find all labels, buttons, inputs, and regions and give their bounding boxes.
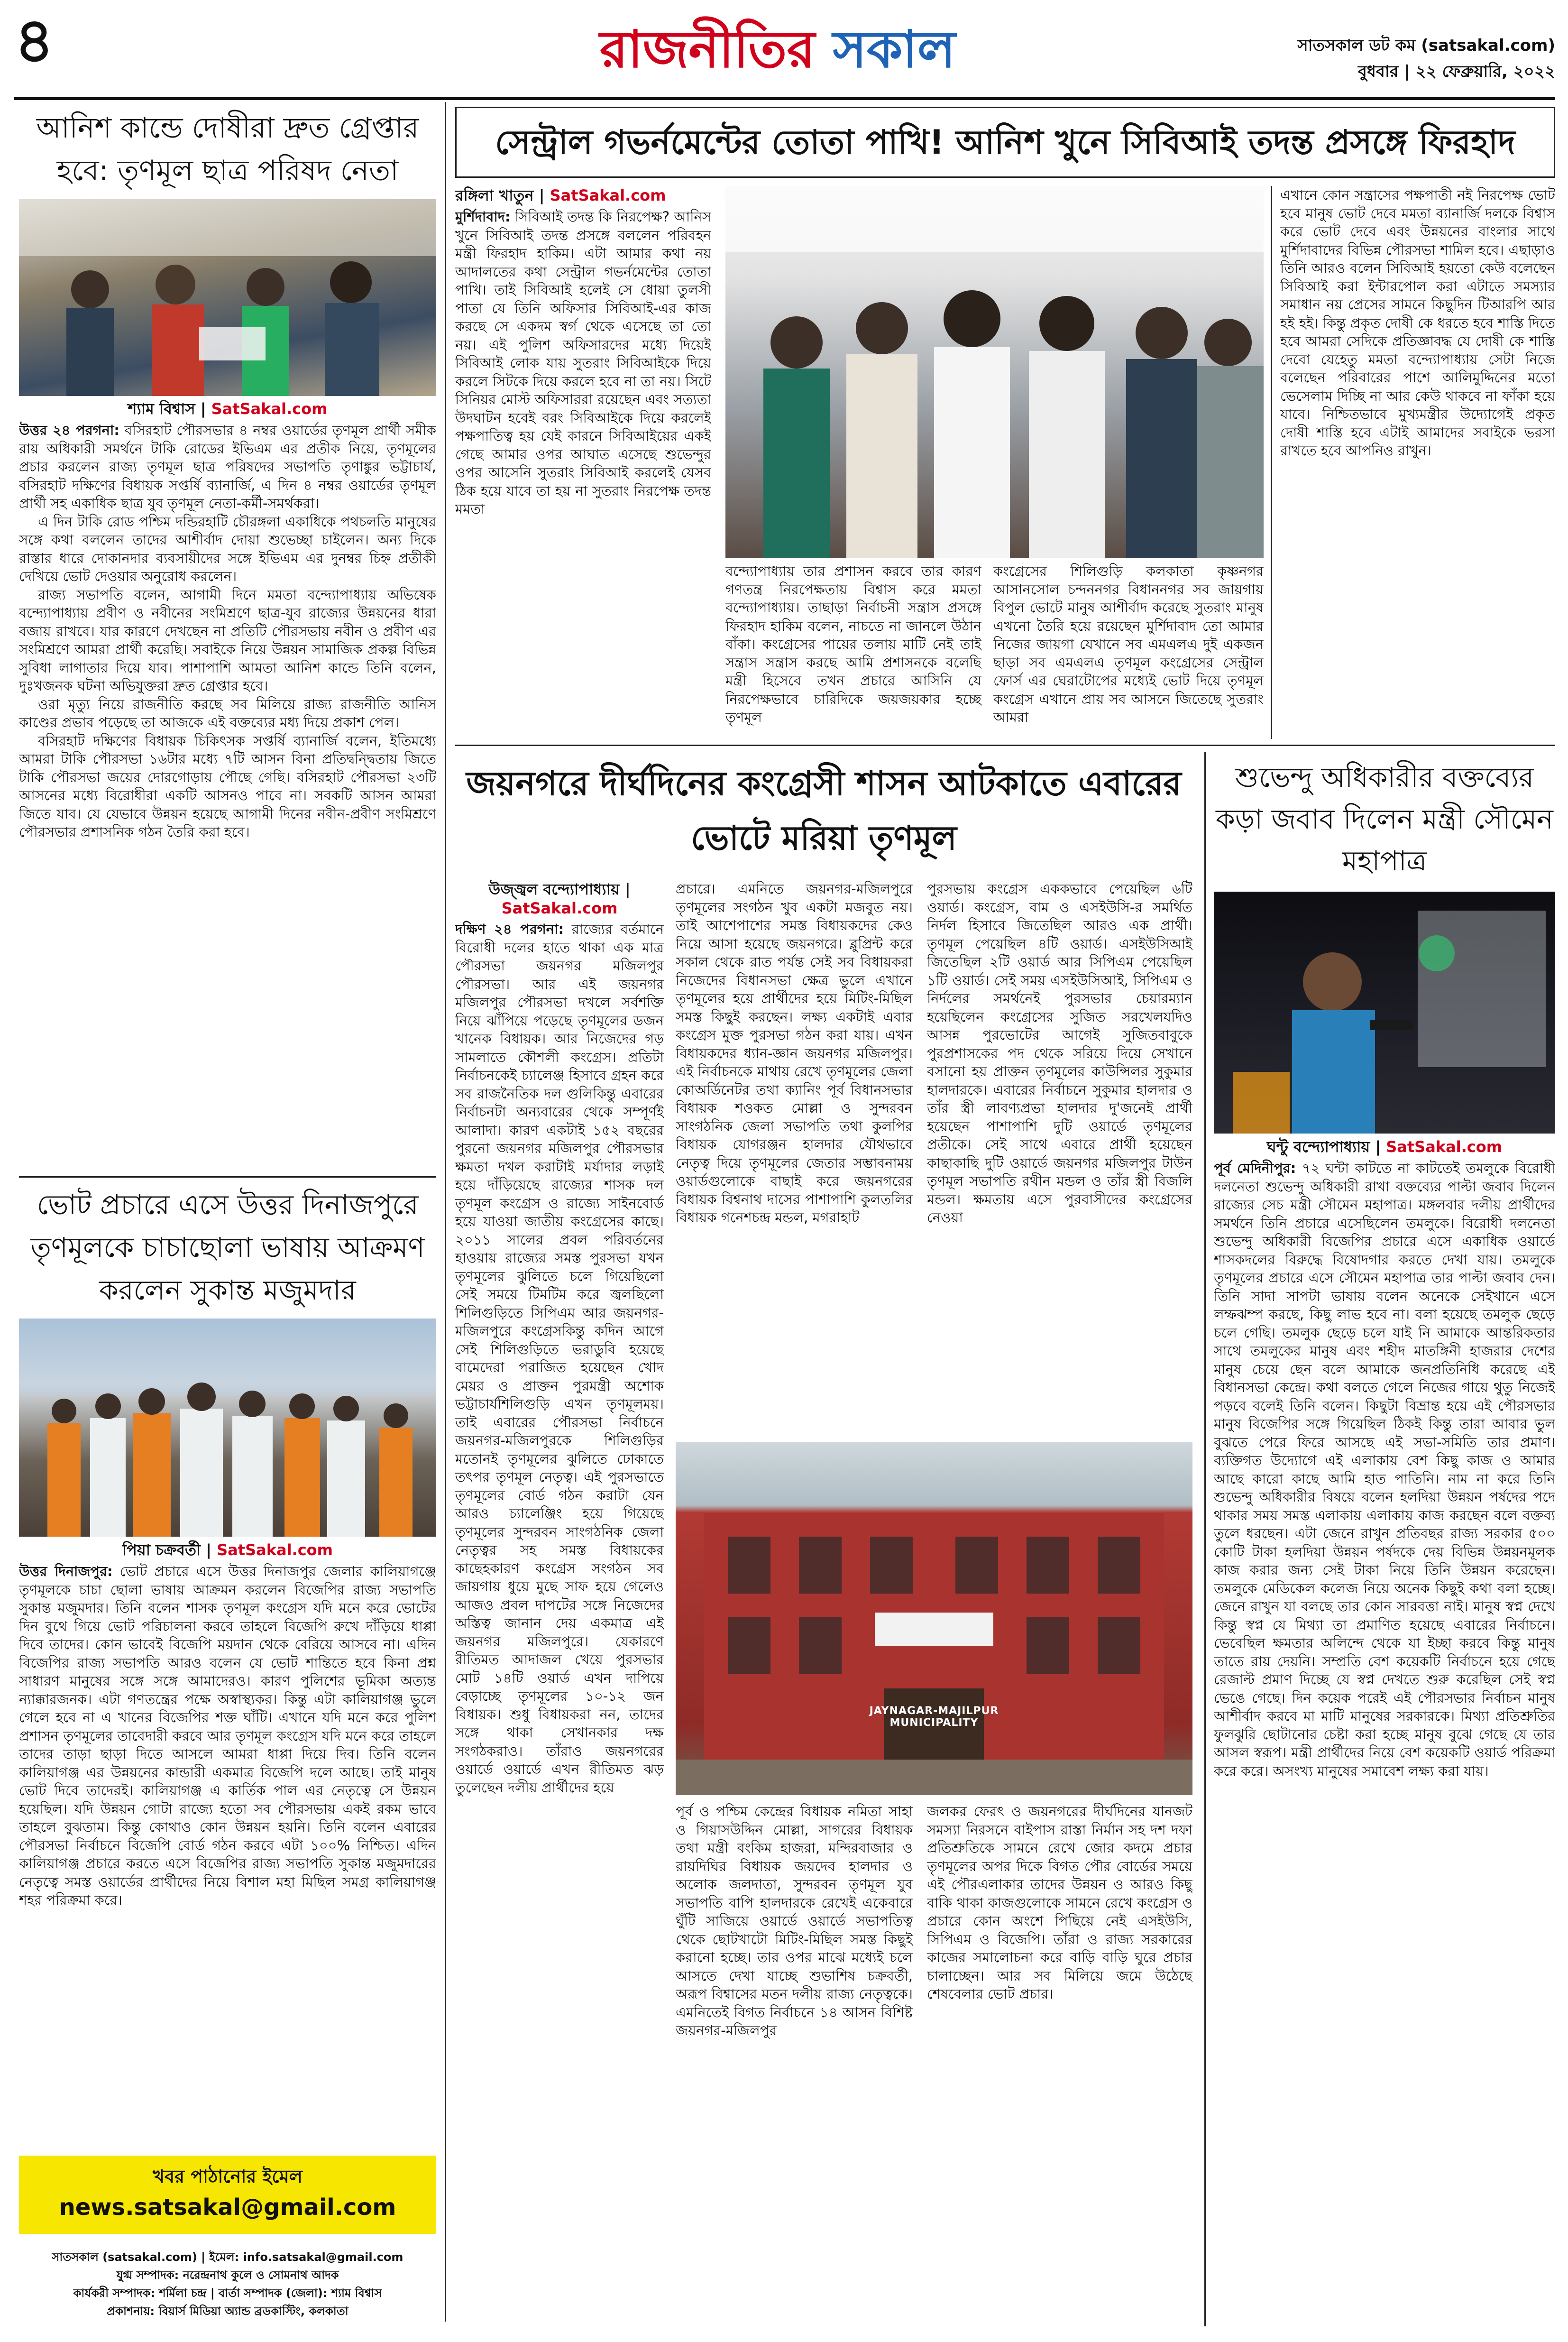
email-box-address[interactable]: news.satsakal@gmail.com xyxy=(59,2194,396,2221)
story2-photo-figures xyxy=(19,1319,436,1537)
story1-photo xyxy=(19,199,436,396)
story5-photo-speaker xyxy=(1214,892,1555,1134)
story2-dateline: উত্তর দিনাজপুর: xyxy=(19,1563,113,1579)
story4-col3b: জলকর ফেরৎ ও জয়নগরের দীর্ঘদিনের যানজট সমস্যা নিরসনে বাইপাস রাস্তা নির্মান সহ দশ দফা প্রতিশ্রুতিকে সামনে রেখে জোর কদমে প্রচার তৃণমূলের অপর দিকে বিগত পৌর বোর্ডের সময়ে এই পৌরএলাকার তাদের উন্নয়ন ও আরও কিছু বাকি থাকা কাজগুলোকে সামনে রেখে কংগ্রেস ও প্রচারে কোন অংশে পিছিয়ে নেই এসইউসি, সিপিএম ও বিজেপি। তাঁরা ও রাজ্য সরকারের কাজের সমালোচনা করে বাড়ি বাড়ি ঘুরে প্রচার চালাচ্ছেন। আর সব মিলিয়ে জমে উঠেছে শেষবেলার ভোট প্রচার। xyxy=(927,1803,1192,2002)
story1-headline: আনিশ কান্ডে দোষীরা দ্রুত গ্রেপ্তার হবে: তৃণমূল ছাত্র পরিষদ নেতা xyxy=(36,111,419,187)
email-box-label: খবর পাঠানোর ইমেল xyxy=(153,2166,303,2187)
story5-photo xyxy=(1214,892,1555,1134)
story4-col2b: পূর্ব ও পশ্চিম কেন্দ্রের বিধায়ক নমিতা সাহা ও গিয়াসউদ্দিন মোল্লা, সাগরের বিধায়ক তথা মন্ত্রী বংকিম হাজরা, মন্দিরবাজার ও রায়দিঘির বিধায়ক জয়দেব হালদার ও অলোক জলদাতা, সুন্দরবন তৃণমূল যুব সভাপতি বাপি হালদারকে রেখেই একেবারে ঘুঁটি সাজিয়ে ওয়ার্ডে ওয়ার্ডে সভাপতিত্ব থেকে ছোটখাটো মিটিং-মিছিল সমস্ত কিছুই করানো হচ্ছে। তার ওপর মাঝে মধ্যেই চলে আসতে দেখা যাচ্ছে শুভাশিষ চক্রবর্তী, অরূপ বিশ্বাসের মতন দলীয় রাজ্য নেতৃত্বকে। এমনিতেই বিগত নির্বাচনে ১৪ আসন বিশিষ্ট জয়নগর-মজিলপুর xyxy=(676,1803,913,2038)
story3-col4: এখানে কোন সন্ত্রাসের পক্ষপাতী নই নিরপেক্ষ ভোট হবে মানুষ ভোট দেবে মমতা ব্যানার্জি দলকে বিশ্বাস করে ভোট দেবে এবং উন্নয়নের বাংলার সাথে মুর্শিদাবাদের বিভিন্ন পৌরসভা শামিল হবে। এছাড়াও তিনি আরও বলেন সিবিআই হয়তো কেউ বলেছেন সিবিআই করা ইন্টারপোল করা এটাতে সমস্যার সমাধান নয় প্রেসের সামনে কিছুদিন টিআরপি আর হই হই। কিন্তু প্রকৃত দোষী কে ধরতে হবে শাস্তি দিতে হবে আমরা সেদিকে প্রতিজ্ঞাবদ্ধ যে দোষী কে শাস্তি দেবো যেহেতু মমতা বন্দ্যোপাধ্যায় সেটা নিজে বলেছেন পরিবারের পাশে আলিমুদ্দিনের মতো ভেসেলাম দিচ্ছি না আর কেউ থাকবে না ফাঁকা হয়ে যাবে। নিশ্চিতভাবে মুখ্যমন্ত্রীর উদ্যোগেই প্রকৃত দোষী শাস্তি হবে এটাই আমাদের সবাইকে ভরসা রাখতে হবে আপনিও রাখুন। xyxy=(1280,187,1555,459)
story4-headline: জয়নগরে দীর্ঘদিনের কংগ্রেসী শাসন আটকাতে এবারের ভোটে মরিয়া তৃণমূল xyxy=(466,764,1182,858)
imprint-line-2: যুগ্ম সম্পাদক: নরেন্দ্রনাথ কুলে ও সোমনাথ আদক xyxy=(116,2268,339,2282)
story1-para-2: এ দিন টাকি রোড পশ্চিম দন্ডিরহাটি চৌরঙ্গলা একাধিকে পথচলতি মানুষের সঙ্গে কথা বললেন তাদের আশীর্বাদ দোয়া শুভেচ্ছা চাইলেন। অন্য দিকে রাস্তার ধারে দোকানদার ব্যবসায়ীদের সঙ্গে ইভিএম এর দুনম্বর চিহ্ন প্রতীকী দেখিয়ে ভোট দেওয়ার অনুরোধ করলেন। xyxy=(19,513,436,584)
masthead-rule xyxy=(14,97,1555,100)
story5-byline-site: SatSakal.com xyxy=(1386,1138,1503,1156)
story1-para-5: বসিরহাট দক্ষিণের বিধায়ক চিকিৎসক সপ্তর্ষি ব্যানার্জি বলেন, ইতিমধ্যে আমরা টাকি পৌরসভা ১৬টার মধ্যে ৭টি আসন বিনা প্রতিদ্বন্দ্বিতায় জিতে টাকি পৌরসভা জয়ের দোরগোড়ায় পৌছে গেছি। বসিরহাট পৌরসভা ২৩টি আসনের মধ্যে বিরোধীরা একটি আসনও পাবে না। সবকটি আসন আমরা জিতে যাব। যে যেভাবে উন্নয়ন হয়েছে আগামী দিনের নবীন-প্রবীণ সংমিশ্রণে পৌরসভার প্রশাসনিক গঠন তৈরি করা হবে। xyxy=(19,732,436,840)
story3-col3: কংগ্রেসের শিলিগুড়ি কলকাতা কৃষ্ণনগর আসানসোল চন্দননগর বিধাননগর সব জায়গায় বিপুল ভোটে মানুষ আশীর্বাদ করেছে সুতরাং মানুষ এখনো তৈরি হয়ে রয়েছেন মুর্শিদাবাদ তো আমার নিজের জায়গা যেখানে সব এমএলএ দুই একজন ছাড়া সব এমএলএ তৃণমূল কংগ্রেসের সেন্ট্রাল ফোর্স এর ঘেরাটোপের মধ্যেই ভোট দিয়ে তৃণমূল কংগ্রেস এখানে প্রায় সব আসনে জিতেছে সুতরাং আমরা xyxy=(993,563,1264,725)
story2-body xyxy=(19,1562,436,2139)
section-title-politics: রাজনীতির xyxy=(599,20,815,79)
story4-photo-sign: JAYNAGAR-MAJILPUR MUNICIPALITY xyxy=(869,1705,999,1729)
story5-body-text: ৭২ ঘন্টা কাটতে না কাটতেই তমলুকে বিরোধী দলনেতা শুভেন্দু অধিকারী রাখা বক্তব্যের পাল্টা জবাব দিলেন রাজ্যের সেচ মন্ত্রী সৌমেন মহাপাত্র। মঙ্গলবার দলীয় প্রার্থীদের সমর্থনে তিনি প্রচারে এসেছিলেন তমলুকে। বিরোধী দলনেতা শুভেন্দু অধিকারী বিজেপির প্রচারে এসে একাধিক ওয়ার্ডে শাসকদলের বিরুদ্ধে বিষোদগার করতে দেখা যায়। তমলুকে তৃণমূলের প্রচারে এসে সৌমেন মহাপাত্র তার পাল্টা জবাব দেন। তিনি সাদা সাপটা ভাষায় বলেন অনেকে সেইখানে এসে লম্ফঝম্প করছে, কিছু লাভ হবে না। বলা হয়েছে তমলুক ছেড়ে চলে গেছি। তমলুক ছেড়ে চলে যাই নি আমাকে আন্তরিকতার সাথে তমলুকের মানুষ এবং শহীদ মাতঙ্গিনী হাজরার দেশের মানুষ চেয়ে ছেন বলে আমাকে জনপ্রতিনিধি করেছে এই বিধানসভা কেন্দ্রে। কথা বলতে গেলে নিজের গায়ে থুতু নিজেই পড়বে বলেই তিনি বলেন। কিছুটা বিভ্রান্ত হয়ে এই পৌরসভার মানুষ বিজেপির সঙ্গে গিয়েছিল ঠিকই কিন্তু তারা আবার ভুল বুঝতে পেরে ফিরে আসছে এই সভা-সমিতি তার প্রমাণ। ব্যক্তিগত উদ্যোগে এই এলাকায় বেশ কিছু কাজ ও আমার আছে কারো কাছে আমি হাত পাতিনি। নাম না করে তিনি শুভেন্দু অধিকারীর বিষয়ে বলেন হলদিয়া উন্নয়ন পর্ষদের পদে থাকার সময় সমস্ত এলাকায় এলাকায় কাজ করছেন বলে বক্তব্য তুলে ধরছেন। এটা জেনে রাখুন প্রতিবছর রাজ্য সরকার ৫০০ কোটি টাকা হলদিয়া উন্নয়ন পর্ষদকে দেয় বিভিন্ন উন্নয়নমূলক কাজ করার জন্য সেই টাকা নিয়ে তিনি উন্নয়ন করেছেন। তমলুকে মেডিকেল কলেজ নিয়ে অনেক কিছুই কথা বলা হচ্ছে। জেনে রাখুন যা বলছে তার কোন সারবত্তা নাই। মানুষ স্বপ্ন দেখে কিন্তু স্বপ্ন যে মিথ্যা তা প্রমাণিত হয়েছে এবারের নির্বাচনে। ভেবেছিল ক্ষমতার অলিন্দে থেকে যা ইচ্ছা করবে কিন্তু মানুষ তাতে রায় দেয়নি। সম্প্রতি বেশ কয়েকটি নির্বাচনে হয়ে গেছে রেজাল্ট প্রমাণ দিচ্ছে যে স্বপ্ন দেখতে শুরু করেছিল সেই স্বপ্ন ভেঙে গেছে। দিন কয়েক পরেই এই পৌরসভার নির্বাচন মানুষ আশীর্বাদ করবে মা মাটি মানুষের সরকারকে। মিথ্যা প্রতিশ্রুতির ফুলঝুরি ছোটানোর চেষ্টা করা হচ্ছে মানুষ বুঝে গেছে যে তার আসল স্বরূপ। মন্ত্রী প্রার্থীদের নিয়ে বেশ কয়েকটি ওয়ার্ড পরিক্রমা করে করে। অসংখ্য মানুষের সমাবেশ লক্ষ্য করা যায়। xyxy=(1214,1160,1555,1779)
story2-headline: ভোট প্রচারে এসে উত্তর দিনাজপুরে তৃণমূলকে চাচাছোলা ভাষায় আক্রমণ করলেন সুকান্ত মজুমদার xyxy=(30,1189,425,1306)
story1-para-1: বসিরহাট পৌরসভার ৪ নম্বর ওয়ার্ডের তৃণমূল প্রার্থী সমীক রায় অধিকারী সমর্থনে টাকি রোডের ইভিএম এর প্রতীক নিয়ে, তৃণমূলের প্রচার করলেন রাজ্য তৃণমূল ছাত্র পরিষদের সভাপতি তৃণাঙ্কুর ভট্টাচার্য, বসিরহাট দক্ষিণের বিধায়ক সপ্তর্ষি ব্যানার্জি, এ দিন ৪ নম্বর ওয়ার্ডের তৃণমূল প্রার্থী সহ একাধিক ছাত্র যুব তৃণমূল নেতা-কর্মী-সমর্থকরা। xyxy=(19,422,436,511)
story4-byline-site: SatSakal.com xyxy=(501,899,618,917)
story3-byline-site: SatSakal.com xyxy=(550,186,666,204)
masthead-date: বুধবার | ২২ ফেব্রুয়ারি, ২০২২ xyxy=(1358,62,1555,81)
section-title-morning: সকাল xyxy=(833,20,956,79)
story3-headline-box xyxy=(455,107,1555,178)
story4-byline: উজ্জ্বল বন্দ্যোপাধ্যায় | SatSakal.com xyxy=(488,880,631,917)
story2-byline: পিয়া চক্রবর্তী | SatSakal.com xyxy=(122,1541,333,1559)
story2-byline-site: SatSakal.com xyxy=(217,1541,333,1559)
story3-col1-text: সিবিআই তদন্ত কি নিরপেক্ষ? আনিস খুনে সিবিআই তদন্ত প্রসঙ্গে বললেন পরিবহন মন্ত্রী ফিরহাদ হাকিম। এটা আমার কথা নয় আদালতের কথা সেন্ট্রাল গভর্নমেন্টের তোতা পাখি। তাই সিবিআই হলেই সে ধোয়া তুলসী পাতা যে তিনি অফিসার সিবিআই-এর কাজ করছে সে একদম স্বর্গ থেকে এসেছে তা তো নয়। এই পুলিশ অফিসারদের মধ্যে দিয়েই সিবিআই লোক যায় সুতরাং সিবিআইকে দিয়ে করলে সিটকে দিয়ে করলে হবে না তা নয়। সিটে সিনিয়র মোস্ট অফিসাররা রয়েছেন এবং সত্যতা উদঘাটন হবেই বরং সিবিআইকে দিয়ে করলেই পক্ষপাতিত্ব হয় যেই কারনে সিবিআইয়ের একই গেছে আমার ওপর আঘাত এসেছে শুভেন্দুর ওপর আসেনি সুতরাং সিবিআই করলেই যেসব ঠিক হয়ে যাবে তা হয় না সুতরাং নিরপেক্ষ তদন্ত মমতা xyxy=(455,209,711,517)
imprint-line-1: সাতসকাল (satsakal.com) | ইমেল: info.satsakal@gmail.com xyxy=(52,2250,403,2264)
story4-col1-text: রাজ্যের বর্তমানে বিরোধী দলের হাতে থাকা এক মাত্র পৌরসভা জয়নগর মজিলপুর পৌরসভা। আর এই জয়নগর মজিলপুর পৌরসভা দখলে সর্বশক্তি নিয়ে ঝাঁপিয়ে পড়েছে তৃণমূলের ডজন খানেক বিধায়ক। আর নিজেদের গড় সামলাতে কৌশলী কংগ্রেস। প্রতিটা নির্বাচনকেই চ্যালেঞ্জ হিসাবে গ্রহন করে সব রাজনৈতিক দল গুলিকিন্তু এবারের নির্বাচনটা অন্যবারের থেকে সম্পূর্ণই আলাদা। কারণ একটাই ১৫২ বছরের পুরনো জয়নগর মজিলপুর পৌরসভার ক্ষমতা দখল করাটাই মর্যাদার লড়াই হয়ে দাঁড়িয়েছে রাজ্যের শাসক দল তৃণমূল কংগ্রেস ও রাজ্যে সাইনবোর্ড হয়ে যাওয়া জাতীয় কংগ্রেসের কাছে। ২০১১ সালের প্রবল পরিবর্তনের হাওয়ায় রাজ্যের সমস্ত পুরসভা যখন তৃণমূলের ঝুলিতে চলে গিয়েছিলো সেই সময়ে টিমটিম করে জ্বলছিলো শিলিগুড়িতে সিপিএম আর জয়নগর-মজিলপুরে কংগ্রেসকিন্তু কদিন আগে সেই শিলিগুড়িতে ভরাডুবি হয়েছে বামেদেরা পরাজিত হয়েছেন খোদ মেয়র ও প্রাক্তন পুরমন্ত্রী অশোক ভট্টাচার্যশিলিগুড়ি এখন তৃণমূলময়। তাই এবারের পৌরসভা নির্বাচনে জয়নগর-মজিলপুরকে শিলিগুড়ির মতোনই তৃণমূলের ঝুলিতে ঢোকাতে তৎপর তৃণমূল নেতৃত্ব। এই পুরসভাতে তৃণমূলের বোর্ড গঠন করাটা যেন আরও চ্যালেঞ্জিং হয়ে গিয়েছে তৃণমূলের সুন্দরবন সাংগঠনিক জেলা নেতৃত্বর সহ সমস্ত বিধায়কের কাছেহকারণ কংগ্রেস সংগঠন সব জায়গায় ধুয়ে মুছে সাফ হয়ে গেলেও আজও প্রবল দাপটের সঙ্গে নিজেদের অস্তিত্ব জানান দেয় একমাত্র এই জয়নগর মজিলপুরে। যেকারণে রীতিমত আদাজল খেয়ে পুরসভার মোট ১৪টি ওয়ার্ড এখন দাপিয়ে বেড়াচ্ছে তৃণমূলের ১০-১২ জন বিধায়ক। শুধু বিধায়করা নন, তাদের সঙ্গে থাকা সেখানকার দক্ষ সংগঠকরাও। তাঁরাও জয়নগরের ওয়ার্ডে ওয়ার্ডে এখন রীতিমত ঝড় তুলেছেন দলীয় প্রার্থীদের হয়ে xyxy=(455,921,664,1796)
story3-byline: রঙ্গিলা খাতুন | SatSakal.com xyxy=(455,186,666,204)
story3-col1 xyxy=(455,208,711,739)
story3-dateline: মুর্শিদাবাদ: xyxy=(455,209,511,225)
story4-dateline: দক্ষিণ ২৪ পরগনা: xyxy=(455,921,564,937)
story5-body xyxy=(1214,1159,1555,2331)
masthead-site: সাতসকাল ডট কম (satsakal.com) xyxy=(1297,36,1555,55)
story1-byline: শ্যাম বিশ্বাস | SatSakal.com xyxy=(128,400,328,418)
story3-col-rule xyxy=(1271,186,1272,739)
story5-dateline: পূর্ব মেদিনীপুর: xyxy=(1214,1160,1296,1176)
story4-col3a: পুরসভায় কংগ্রেস এককভাবে পেয়েছিল ৬টি ওয়ার্ড। কংগ্রেস, বাম ও এসইউসি-র সমর্থিত নির্দল হিসাবে জিতেছিল আরও এক প্রার্থী। তৃণমূল পেয়েছিল ৪টি ওয়ার্ড। এসইউসিআই জিতেছিল ২টি ওয়ার্ড আর সিপিএম পেয়েছিল ১টি ওয়ার্ড। সেই সময় এসইউসিআই, সিপিএম ও নির্দলের সমর্থনেই পুরসভার চেয়ারম্যান হয়েছিলেন কংগ্রেসের সুজিত সরখেলযদিও আসন্ন পুরভোটের আগেই সুজিতবাবুকে পুরপ্রশাসকের পদ থেকে সরিয়ে দিয়ে সেখানে বসানো হয় প্রাক্তন তৃণমূলের কাউন্সিলর সুকুমার হালদারকে। এবারের নির্বাচনে সুকুমার হালদার ও তাঁর স্ত্রী লাবণ্যপ্রভা হালদার দু'জনেই প্রার্থী হয়েছেন পাশাপাশি দুটি ওয়ার্ডে তৃণমূলের প্রতীকে। সেই সাথে এবারে প্রার্থী হয়েছেন কাছাকাছি দুটি ওয়ার্ডে জয়নগর মজিলপুর টাউন তৃণমূল সভাপতি রথীন মন্ডল ও তাঁর স্ত্রী বিজলি মন্ডল। ক্ষমতায় এসে পুরবাসীদের কংগ্রেসের নেওয়া xyxy=(927,881,1192,1226)
story1-para-3: রাজ্য সভাপতি বলেন, আগামী দিনে মমতা বন্দ্যোপাধ্যায় অভিষেক বন্দ্যোপাধ্যায় প্রবীণ ও নবীনের সংমিশ্রণে ছাত্র-যুব রাজ্যের উন্নয়নের ধারা বজায় রাখবে। যার কারণে দেখছেন না প্রতিটি পৌরসভায় নবীন ও প্রবীণ এর সংমিশ্রণে আমরা প্রার্থী করেছি। সবাইকে নিয়ে উন্নয়ন সামাজিক প্রকল্প বিভিন্ন সুবিধা লাগাতার দিয়ে যাব। পাশাপাশি আমতা আনিশ কান্ডে তিনি বলেন, দুঃখজনক ঘটনা অভিযুক্তরা দ্রুত গ্রেপ্তার হবে। xyxy=(19,586,436,694)
story3-photo xyxy=(725,186,1264,558)
story2-byline-name: পিয়া চক্রবর্তী xyxy=(122,1541,201,1559)
story3-headline: সেন্ট্রাল গভর্নমেন্টের তোতা পাখি! আনিশ খুনে সিবিআই তদন্ত প্রসঙ্গে ফিরহাদ xyxy=(495,123,1515,162)
story4-col2a: প্রচারে। এমনিতে জয়নগর-মজিলপুরে তৃণমূলের সংগঠন খুব একটা মজবুত নয়। তাই আশেপাশের সমস্ত বিধায়কদের কেও নিয়ে আসা হয়েছে জয়নগরে। ব্লুপ্রিন্ট করে সকাল থেকে রাত পর্যন্ত সেই সব বিধায়করা নিজেদের বিধানসভা ক্ষেত্র ভুলে এখানে তৃণমূলের হয়ে প্রার্থীদের হয়ে মিটিং-মিছিল সমস্ত কিছুই করছেন। লক্ষ্য একটাই এবার কংগ্রেস মুক্ত পুরসভা গঠন করা যায়। এখন বিধায়কদের ধ্যান-জ্ঞান জয়নগর মজিলপুর। এই নির্বাচনকে মাথায় রেখে তৃণমূলের জেলা কোঅর্ডিনেটর তথা ক্যানিং পূর্ব বিধানসভার বিধায়ক শওকত মোল্লা ও সুন্দরবন সাংগঠনিক জেলা সভাপতি তথা কুলপির বিধায়ক যোগরঞ্জন হালদার যৌথভাবে নেতৃত্ব দিয়ে তৃণমূলের জেতার সম্ভাবনাময় ওয়ার্ডগুলোকে বাছাই করে জয়নগরের বিধায়ক বিশ্বনাথ দাসের পাশাপাশি কুলতলির বিধায়ক গনেশচন্দ্র মন্ডল, মগরাহাট xyxy=(676,881,913,1226)
story4-photo-building xyxy=(676,1442,1192,1795)
story3-photo-figures xyxy=(725,186,1264,558)
story1-para-4: ওরা মৃত্যু নিয়ে রাজনীতি করছে সব মিলিয়ে রাজ্য রাজনীতি আনিস কাণ্ডের প্রভাব পড়েছে তা আজকে এই বক্তব্যের মধ্য দিয়ে প্রকাশ পেল। xyxy=(19,696,436,730)
story3-byline-name: রঙ্গিলা খাতুন xyxy=(455,186,534,204)
story4-byline-name: উজ্জ্বল বন্দ্যোপাধ্যায় xyxy=(488,880,620,898)
page-number: ৪ xyxy=(14,4,55,76)
story1-photo-figures xyxy=(19,199,436,396)
imprint-line-3: কার্যকরী সম্পাদক: শর্মিলা চন্দ্র | বার্তা সম্পাদক (জেলা): শ্যাম বিশ্বাস xyxy=(73,2287,382,2300)
story3-bottom-rule xyxy=(455,745,1555,746)
story5-byline: ঘন্টু বন্দ্যোপাধ্যায় | SatSakal.com xyxy=(1266,1138,1503,1156)
imprint xyxy=(19,2248,436,2333)
column-rule-right xyxy=(1204,752,1206,2326)
story3-col2: বন্দ্যোপাধ্যায় তার প্রশাসন করবে তার কারণ গণতন্ত্র নিরপেক্ষতায় বিশ্বাস করে মমতা বন্দ্যোপাধ্যায়। তাছাড়া নির্বাচনী সন্ত্রাস প্রসঙ্গে ফিরহাদ হাকিম বলেন, নাচতে না জানলে উঠান বাঁকা। কংগ্রেসের পায়ের তলায় মাটি নেই তাই সন্ত্রাস সন্ত্রাস করছে আমি প্রশাসনকে বলেছি মন্ত্রী হিসেবে তখন প্রচারে আসিনি যে নিরপেক্ষভাবে চারিদিকে জয়জয়কার হচ্ছে তৃণমূল xyxy=(725,563,981,725)
story1-bottom-rule xyxy=(19,1176,436,1178)
story1-body xyxy=(19,421,436,1175)
imprint-line-4: প্রকাশনায়: বিয়ার্স মিডিয়া অ্যান্ড ব্রডকাস্টিং, কলকাতা xyxy=(107,2305,348,2318)
story2-photo xyxy=(19,1319,436,1537)
section-title xyxy=(559,19,996,85)
story2-para-1: ভোট প্রচারে এসে উত্তর দিনাজপুর জেলার কালিয়াগঞ্জে তৃণমূলকে চাচা ছোলা ভাষায় আক্রমন করলেন বিজেপির রাজ্য সভাপতি সুকান্ত মজুমদার। তিনি বলেন শাসক তৃণমূল কংগ্রেস যদি মনে করে ভোটের দিন বুথে গিয়ে ভোট পরিচালনা করবে তাহলে বিজেপি রুখে দাঁড়িয়ে ধাপ্পা দিবে তাদের। কোন ভাবেই বিজেপি ময়দান থেকে বেরিয়ে আসবে না। এদিন বিজেপির রাজ্য সভাপতি আরও বলেন যে ভোট শান্তিতে হবে কিনা প্রশ্ন সাধারণ মানুষের সঙ্গে সঙ্গে আমাদেরও। কারণ পুলিশের ভূমিকা অত্যন্ত ন্যাক্কারজনক। এটা গণতন্ত্রের পক্ষে অস্বাস্থ্যকর। কিন্তু এটা কালিয়াগঞ্জ ভুলে গেলে হবে না এ খানের বিজেপির শক্ত ঘাঁটি। এখানে যদি মনে করে পুলিশ প্রশাসন তৃণমূলের তাবেদারী করবে আর তৃণমূল কংগ্রেস যদি মনে করে তাহলে তাদের তাড়া ছাড়া দিতে আসলে আমরা ধাপ্পা দিয়ে দিব। তিনি বলেন কালিয়াগঞ্জ এর উন্নয়নের কান্ডারী একমাত্র বিজেপি দলে আছে। তাই মানুষ ভোট দিবে তাদেরই। কালিয়াগঞ্জ এ কার্তিক পাল এর নেতৃত্বে সে উন্নয়ন হয়েছিল। যদি উন্নয়ন গোটা রাজ্যে হতো সব পৌরসভায় একই রকম ভাবে তাহলে বুঝতাম। কিন্তু কোথাও কোন উন্নয়ন হয়নি। তিনি বলেন এবারের পৌরসভা নির্বাচনে বিজেপি বোর্ড গঠন করবে এটা ১০০% নিশ্চিত। এদিন কালিয়াগঞ্জ প্রচারে করতে এসে বিজেপির রাজ্য সভাপতি সুকান্ত মজুমদারের নেতৃত্বে সমস্ত ওয়ার্ডের প্রার্থীদের নিয়ে বিশাল মহা মিছিল সমগ্র কালিয়াগঞ্জ শহর পরিক্রমা করে। xyxy=(19,1563,436,1908)
column-rule-left xyxy=(445,102,446,2322)
story5-headline: শুভেন্দু অধিকারীর বক্তব্যের কড়া জবাব দিলেন মন্ত্রী সৌমেন মহাপাত্র xyxy=(1216,761,1553,877)
story5-byline-name: ঘন্টু বন্দ্যোপাধ্যায় xyxy=(1266,1138,1370,1156)
story1-dateline: উত্তর ২৪ পরগনা: xyxy=(19,422,119,438)
story1-byline-site: SatSakal.com xyxy=(211,400,328,418)
story4-col1 xyxy=(455,920,664,2331)
story4-photo xyxy=(676,1442,1192,1795)
email-box xyxy=(19,2156,436,2234)
story1-byline-name: শ্যাম বিশ্বাস xyxy=(128,400,195,418)
